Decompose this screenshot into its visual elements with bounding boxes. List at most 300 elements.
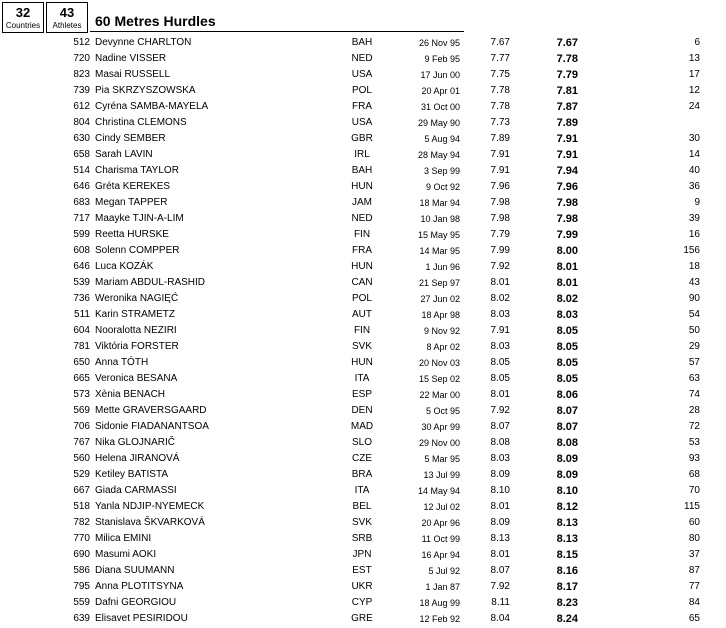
- world-rank: 60: [688, 517, 700, 528]
- world-rank: 18: [688, 261, 700, 272]
- season-best: 8.23: [556, 597, 578, 609]
- world-rank: 77: [688, 581, 700, 592]
- season-best: 8.00: [556, 245, 578, 257]
- country-code: FIN: [353, 229, 371, 240]
- bib-number: 518: [73, 501, 90, 512]
- table-row: [0, 179, 726, 195]
- date-of-birth: 5 Jul 92: [428, 566, 460, 576]
- bib-number: 706: [73, 421, 90, 432]
- bib-number: 639: [73, 613, 90, 624]
- personal-best: 7.96: [490, 181, 510, 192]
- country-code: FRA: [352, 101, 372, 112]
- date-of-birth: 5 Oct 95: [425, 406, 460, 416]
- world-rank: 68: [688, 469, 700, 480]
- country-code: BAH: [351, 37, 373, 48]
- date-of-birth: 17 Jun 00: [420, 70, 460, 80]
- date-of-birth: 11 Oct 99: [421, 534, 460, 544]
- world-rank: 39: [688, 213, 700, 224]
- date-of-birth: 27 Jun 02: [420, 294, 460, 304]
- world-rank: 6: [694, 37, 700, 48]
- personal-best: 8.09: [490, 469, 510, 480]
- season-best: 8.09: [556, 453, 578, 465]
- athletes-label: Athletes: [52, 21, 82, 30]
- countries-count: 32: [15, 5, 31, 20]
- athlete-name: Devynne CHARLTON: [95, 37, 192, 48]
- world-rank: 36: [688, 181, 700, 192]
- country-code: BEL: [352, 501, 372, 512]
- season-best: 8.01: [556, 261, 578, 273]
- date-of-birth: 29 Nov 00: [418, 438, 460, 448]
- athlete-name: Veronica BESANA: [95, 373, 178, 384]
- table-row: [0, 35, 726, 51]
- date-of-birth: 12 Feb 92: [419, 614, 460, 624]
- world-rank: 57: [688, 357, 700, 368]
- date-of-birth: 29 May 90: [417, 118, 460, 128]
- date-of-birth: 22 Mar 00: [419, 390, 460, 400]
- personal-best: 7.92: [490, 261, 510, 272]
- country-code: SVK: [351, 517, 372, 528]
- date-of-birth: 15 May 95: [417, 230, 460, 240]
- world-rank: 12: [688, 85, 700, 96]
- date-of-birth: 10 Jan 98: [420, 214, 460, 224]
- bib-number: 586: [73, 565, 90, 576]
- title-divider: [90, 31, 464, 32]
- season-best: 8.05: [556, 373, 578, 385]
- world-rank: 13: [688, 53, 700, 64]
- personal-best: 8.05: [490, 357, 510, 368]
- country-code: FIN: [353, 325, 371, 336]
- world-rank: 16: [688, 229, 700, 240]
- athlete-name: Cindy SEMBER: [95, 133, 166, 144]
- season-best: 8.24: [556, 613, 578, 625]
- date-of-birth: 5 Mar 95: [424, 454, 460, 464]
- bib-number: 804: [73, 117, 90, 128]
- country-code: MAD: [350, 421, 374, 432]
- table-row: [0, 259, 726, 275]
- personal-best: 8.13: [490, 533, 510, 544]
- season-best: 8.13: [556, 517, 578, 529]
- table-row: [0, 147, 726, 163]
- world-rank: 40: [688, 165, 700, 176]
- country-code: SRB: [351, 533, 373, 544]
- season-best: 7.87: [556, 101, 578, 113]
- personal-best: 8.11: [491, 597, 510, 608]
- athlete-name: Solenn COMPPER: [95, 245, 180, 256]
- athlete-name: Christina CLEMONS: [95, 117, 187, 128]
- athlete-name: Nooralotta NEZIRI: [95, 325, 177, 336]
- world-rank: 30: [688, 133, 700, 144]
- personal-best: 7.91: [490, 325, 510, 336]
- table-row: [0, 227, 726, 243]
- bib-number: 667: [73, 485, 90, 496]
- table-row: [0, 371, 726, 387]
- country-code: ITA: [354, 373, 370, 384]
- world-rank: 93: [688, 453, 700, 464]
- country-code: ESP: [351, 389, 372, 400]
- athlete-name: Sidonie FIADANANTSOA: [95, 421, 209, 432]
- bib-number: 658: [73, 149, 90, 160]
- table-row: [0, 547, 726, 563]
- table-row: [0, 403, 726, 419]
- season-best: 8.05: [556, 325, 578, 337]
- season-best: 7.67: [556, 37, 578, 49]
- entry-list: [0, 35, 726, 627]
- table-row: [0, 515, 726, 531]
- world-rank: 29: [688, 341, 700, 352]
- season-best: 8.01: [556, 277, 578, 289]
- athlete-name: Dafni GEORGIOU: [95, 597, 177, 608]
- season-best: 7.79: [556, 69, 578, 81]
- personal-best: 8.07: [490, 421, 510, 432]
- event-title: 60 Metres Hurdles: [95, 13, 216, 29]
- bib-number: 560: [73, 453, 90, 464]
- date-of-birth: 16 Apr 94: [421, 550, 460, 560]
- personal-best: 8.05: [490, 373, 510, 384]
- season-best: 8.09: [556, 469, 578, 481]
- bib-number: 717: [73, 213, 90, 224]
- athlete-name: Xènia BENACH: [95, 389, 166, 400]
- date-of-birth: 30 Apr 99: [421, 422, 460, 432]
- athlete-name: Anna TÓTH: [95, 357, 149, 368]
- season-best: 8.15: [556, 549, 578, 561]
- table-row: [0, 131, 726, 147]
- bib-number: 683: [73, 197, 90, 208]
- athlete-name: Masumi AOKI: [95, 549, 157, 560]
- table-row: [0, 211, 726, 227]
- athlete-name: Pia SKRZYSZOWSKA: [95, 85, 196, 96]
- country-code: FRA: [352, 245, 372, 256]
- athlete-name: Helena JIRANOVÁ: [95, 453, 180, 464]
- country-code: NED: [351, 53, 373, 64]
- season-best: 7.96: [556, 181, 578, 193]
- personal-best: 8.03: [490, 453, 510, 464]
- season-best: 7.94: [556, 165, 578, 177]
- season-best: 8.07: [556, 405, 578, 417]
- personal-best: 7.78: [490, 101, 510, 112]
- athlete-name: Anna PLOTITSYNA: [95, 581, 184, 592]
- country-code: CAN: [351, 277, 373, 288]
- country-code: HUN: [351, 261, 373, 272]
- season-best: 8.10: [556, 485, 578, 497]
- personal-best: 7.79: [490, 229, 510, 240]
- bib-number: 573: [73, 389, 90, 400]
- personal-best: 8.08: [490, 437, 510, 448]
- personal-best: 8.01: [490, 501, 510, 512]
- personal-best: 8.10: [490, 485, 510, 496]
- country-code: BRA: [351, 469, 373, 480]
- world-rank: 65: [688, 613, 700, 624]
- bib-number: 608: [73, 245, 90, 256]
- table-row: [0, 579, 726, 595]
- country-code: GRE: [351, 613, 373, 624]
- season-best: 8.06: [556, 389, 578, 401]
- personal-best: 7.67: [490, 37, 510, 48]
- world-rank: 84: [688, 597, 700, 608]
- athlete-name: Karin STRAMETZ: [95, 309, 176, 320]
- world-rank: 24: [688, 101, 700, 112]
- table-row: [0, 435, 726, 451]
- date-of-birth: 1 Jun 96: [425, 262, 460, 272]
- date-of-birth: 18 Apr 98: [421, 310, 460, 320]
- table-row: [0, 83, 726, 99]
- athlete-name: Luca KOZÁK: [95, 261, 154, 272]
- table-row: [0, 355, 726, 371]
- world-rank: 53: [688, 437, 700, 448]
- table-row: [0, 483, 726, 499]
- table-row: [0, 243, 726, 259]
- bib-number: 512: [73, 37, 90, 48]
- date-of-birth: 21 Sep 97: [418, 278, 460, 288]
- table-row: [0, 323, 726, 339]
- countries-count-box: [2, 2, 44, 33]
- season-best: 8.12: [556, 501, 578, 513]
- personal-best: 7.75: [490, 69, 510, 80]
- season-best: 8.13: [556, 533, 578, 545]
- date-of-birth: 14 May 94: [417, 486, 460, 496]
- table-row: [0, 275, 726, 291]
- world-rank: 43: [688, 277, 700, 288]
- world-rank: 156: [683, 245, 700, 256]
- date-of-birth: 15 Sep 02: [418, 374, 460, 384]
- personal-best: 7.78: [490, 85, 510, 96]
- country-code: AUT: [352, 309, 372, 320]
- personal-best: 7.91: [490, 149, 510, 160]
- table-row: [0, 419, 726, 435]
- athlete-name: Reetta HURSKE: [95, 229, 169, 240]
- country-code: USA: [351, 69, 373, 80]
- table-row: [0, 291, 726, 307]
- world-rank: 70: [688, 485, 700, 496]
- table-row: [0, 307, 726, 323]
- athlete-name: Ketiley BATISTA: [95, 469, 168, 480]
- season-best: 8.05: [556, 341, 578, 353]
- athlete-name: Sarah LAVIN: [95, 149, 153, 160]
- world-rank: 72: [688, 421, 700, 432]
- personal-best: 8.09: [490, 517, 510, 528]
- country-code: JPN: [352, 549, 372, 560]
- world-rank: 74: [688, 389, 700, 400]
- athlete-name: Mariam ABDUL-RASHID: [95, 277, 206, 288]
- bib-number: 770: [73, 533, 90, 544]
- athlete-name: Giada CARMASSI: [95, 485, 177, 496]
- country-code: BAH: [351, 165, 373, 176]
- personal-best: 7.92: [490, 581, 510, 592]
- athlete-name: Yanla NDJIP-NYEMECK: [95, 501, 205, 512]
- table-row: [0, 339, 726, 355]
- bib-number: 739: [73, 85, 90, 96]
- table-row: [0, 563, 726, 579]
- date-of-birth: 20 Nov 03: [418, 358, 460, 368]
- personal-best: 7.98: [490, 197, 510, 208]
- countries-label: Countries: [5, 21, 41, 30]
- world-rank: 63: [688, 373, 700, 384]
- date-of-birth: 20 Apr 96: [421, 518, 460, 528]
- athlete-name: Stanislava ŠKVARKOVÁ: [95, 517, 205, 528]
- table-row: [0, 531, 726, 547]
- date-of-birth: 1 Jan 87: [425, 582, 460, 592]
- date-of-birth: 28 May 94: [417, 150, 460, 160]
- country-code: SVK: [351, 341, 372, 352]
- season-best: 8.16: [556, 565, 578, 577]
- personal-best: 7.99: [490, 245, 510, 256]
- personal-best: 7.91: [490, 165, 510, 176]
- season-best: 8.05: [556, 357, 578, 369]
- table-row: [0, 451, 726, 467]
- world-rank: 80: [688, 533, 700, 544]
- world-rank: 115: [684, 501, 700, 512]
- athletes-count-box: [46, 2, 88, 33]
- season-best: 7.81: [556, 85, 578, 97]
- table-row: [0, 51, 726, 67]
- date-of-birth: 26 Nov 95: [418, 38, 460, 48]
- country-code: POL: [351, 293, 372, 304]
- athlete-name: Elisavet PESIRIDOU: [95, 613, 188, 624]
- date-of-birth: 9 Nov 92: [423, 326, 460, 336]
- country-code: USA: [351, 117, 373, 128]
- athlete-name: Cyréna SAMBA-MAYELA: [95, 101, 209, 112]
- personal-best: 7.92: [490, 405, 510, 416]
- country-code: DEN: [351, 405, 373, 416]
- table-row: [0, 99, 726, 115]
- bib-number: 630: [73, 133, 90, 144]
- season-best: 8.17: [556, 581, 578, 593]
- athlete-name: Maayke TJIN-A-LIM: [95, 213, 184, 224]
- bib-number: 514: [73, 165, 90, 176]
- bib-number: 559: [73, 597, 90, 608]
- date-of-birth: 20 Apr 01: [421, 86, 460, 96]
- world-rank: 87: [688, 565, 700, 576]
- season-best: 7.78: [556, 53, 578, 65]
- country-code: JAM: [352, 197, 372, 208]
- bib-number: 782: [73, 517, 90, 528]
- date-of-birth: 5 Aug 94: [424, 134, 460, 144]
- country-code: POL: [351, 85, 372, 96]
- season-best: 8.08: [556, 437, 578, 449]
- world-rank: 17: [688, 69, 700, 80]
- country-code: GBR: [351, 133, 373, 144]
- bib-number: 781: [73, 341, 90, 352]
- personal-best: 8.03: [490, 341, 510, 352]
- country-code: CZE: [352, 453, 372, 464]
- bib-number: 767: [73, 437, 90, 448]
- date-of-birth: 3 Sep 99: [423, 166, 460, 176]
- country-code: EST: [352, 565, 372, 576]
- country-code: NED: [351, 213, 373, 224]
- table-row: [0, 163, 726, 179]
- personal-best: 8.07: [490, 565, 510, 576]
- bib-number: 823: [73, 69, 90, 80]
- personal-best: 8.01: [490, 389, 510, 400]
- table-row: [0, 467, 726, 483]
- date-of-birth: 31 Oct 00: [420, 102, 460, 112]
- world-rank: 54: [688, 309, 700, 320]
- personal-best: 7.89: [490, 133, 510, 144]
- bib-number: 795: [73, 581, 90, 592]
- season-best: 8.02: [556, 293, 578, 305]
- athlete-name: Weronika NAGIĘĆ: [95, 293, 179, 304]
- season-best: 7.89: [556, 117, 578, 129]
- date-of-birth: 12 Jul 02: [423, 502, 460, 512]
- athlete-name: Charisma TAYLOR: [95, 165, 179, 176]
- country-code: ITA: [354, 485, 370, 496]
- season-best: 7.91: [556, 133, 578, 145]
- bib-number: 646: [73, 261, 90, 272]
- bib-number: 665: [73, 373, 90, 384]
- country-code: SLO: [351, 437, 372, 448]
- bib-number: 599: [73, 229, 90, 240]
- season-best: 7.98: [556, 213, 578, 225]
- bib-number: 720: [73, 53, 90, 64]
- table-row: [0, 499, 726, 515]
- table-row: [0, 195, 726, 211]
- bib-number: 650: [73, 357, 90, 368]
- personal-best: 7.77: [490, 53, 510, 64]
- personal-best: 8.02: [490, 293, 510, 304]
- athlete-name: Viktória FORSTER: [95, 341, 179, 352]
- athletes-count: 43: [59, 5, 75, 20]
- country-code: HUN: [351, 357, 373, 368]
- table-row: [0, 67, 726, 83]
- world-rank: 90: [688, 293, 700, 304]
- personal-best: 8.04: [490, 613, 510, 624]
- world-rank: 37: [688, 549, 700, 560]
- bib-number: 646: [73, 181, 90, 192]
- season-best: 8.07: [556, 421, 578, 433]
- personal-best: 7.73: [490, 117, 510, 128]
- personal-best: 7.98: [490, 213, 510, 224]
- bib-number: 736: [73, 293, 90, 304]
- table-row: [0, 595, 726, 611]
- bib-number: 511: [74, 309, 90, 320]
- athlete-name: Megan TAPPER: [95, 197, 168, 208]
- country-code: IRL: [354, 149, 370, 160]
- country-code: UKR: [351, 581, 373, 592]
- athlete-name: Milica EMINI: [95, 533, 152, 544]
- table-row: [0, 115, 726, 131]
- world-rank: 28: [688, 405, 700, 416]
- athlete-name: Nadine VISSER: [95, 53, 167, 64]
- personal-best: 8.03: [490, 309, 510, 320]
- date-of-birth: 18 Aug 99: [419, 598, 460, 608]
- date-of-birth: 18 Mar 94: [419, 198, 460, 208]
- bib-number: 539: [73, 277, 90, 288]
- athlete-name: Nika GLOJNARIČ: [95, 437, 176, 448]
- athlete-name: Diana SUUMANN: [95, 565, 175, 576]
- country-code: CYP: [351, 597, 373, 608]
- table-row: [0, 387, 726, 403]
- bib-number: 529: [73, 469, 90, 480]
- country-code: HUN: [351, 181, 373, 192]
- personal-best: 8.01: [490, 277, 510, 288]
- bib-number: 569: [73, 405, 90, 416]
- date-of-birth: 14 Mar 95: [419, 246, 460, 256]
- athlete-name: Masai RUSSELL: [95, 69, 171, 80]
- world-rank: 9: [694, 197, 700, 208]
- date-of-birth: 9 Feb 95: [424, 54, 460, 64]
- date-of-birth: 13 Jul 99: [423, 470, 460, 480]
- date-of-birth: 9 Oct 92: [425, 182, 460, 192]
- season-best: 8.03: [556, 309, 578, 321]
- personal-best: 8.01: [490, 549, 510, 560]
- bib-number: 604: [73, 325, 90, 336]
- bib-number: 612: [73, 101, 90, 112]
- season-best: 7.99: [556, 229, 578, 241]
- world-rank: 14: [688, 149, 700, 160]
- athlete-name: Mette GRAVERSGAARD: [95, 405, 207, 416]
- bib-number: 690: [73, 549, 90, 560]
- table-row: [0, 611, 726, 627]
- season-best: 7.91: [556, 149, 578, 161]
